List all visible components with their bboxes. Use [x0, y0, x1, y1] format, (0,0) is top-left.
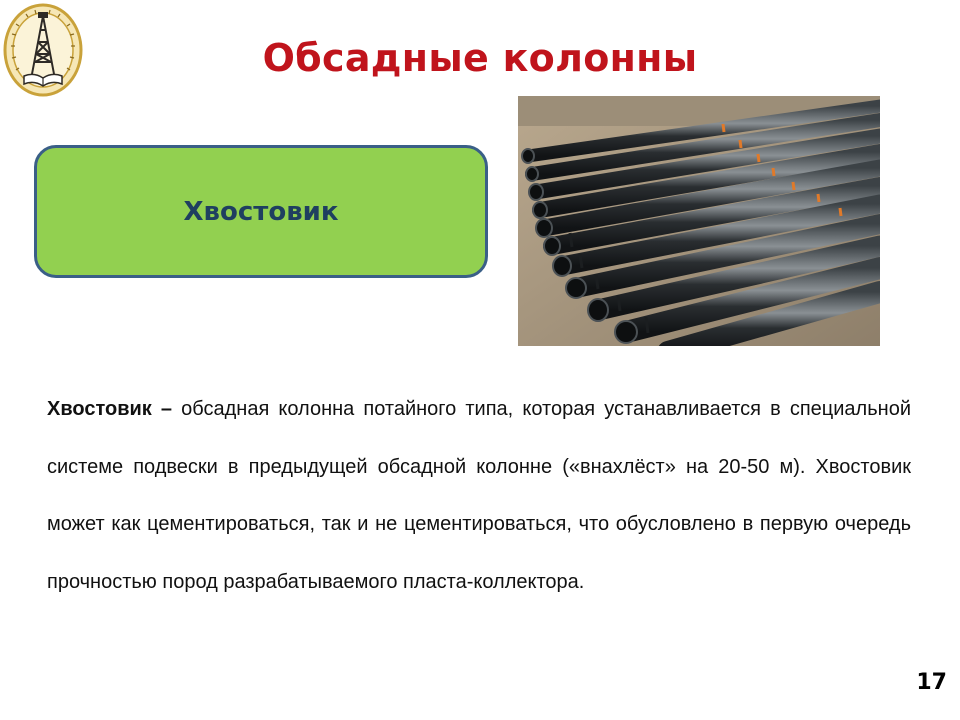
definition-text: обсадная колонна потайного типа, которая устанавливается в специальной системе подвески в предыдущей обсадной колонне («внахлёст» на 20-50 м). Хвостовик может как цементироваться, так и не цементироваться, что обусловлено в первую очередь прочностью пород разрабатываемого пласта-коллектора.	[47, 398, 911, 593]
casing-pipes-photo	[518, 96, 880, 346]
term-box	[34, 145, 488, 278]
page-number: 17	[916, 670, 947, 695]
slide-title: Обсадные колонны	[262, 36, 698, 80]
definition-term: Хвостовик –	[47, 398, 173, 420]
term-box-label: Хвостовик	[183, 196, 339, 227]
definition-paragraph	[47, 381, 911, 611]
